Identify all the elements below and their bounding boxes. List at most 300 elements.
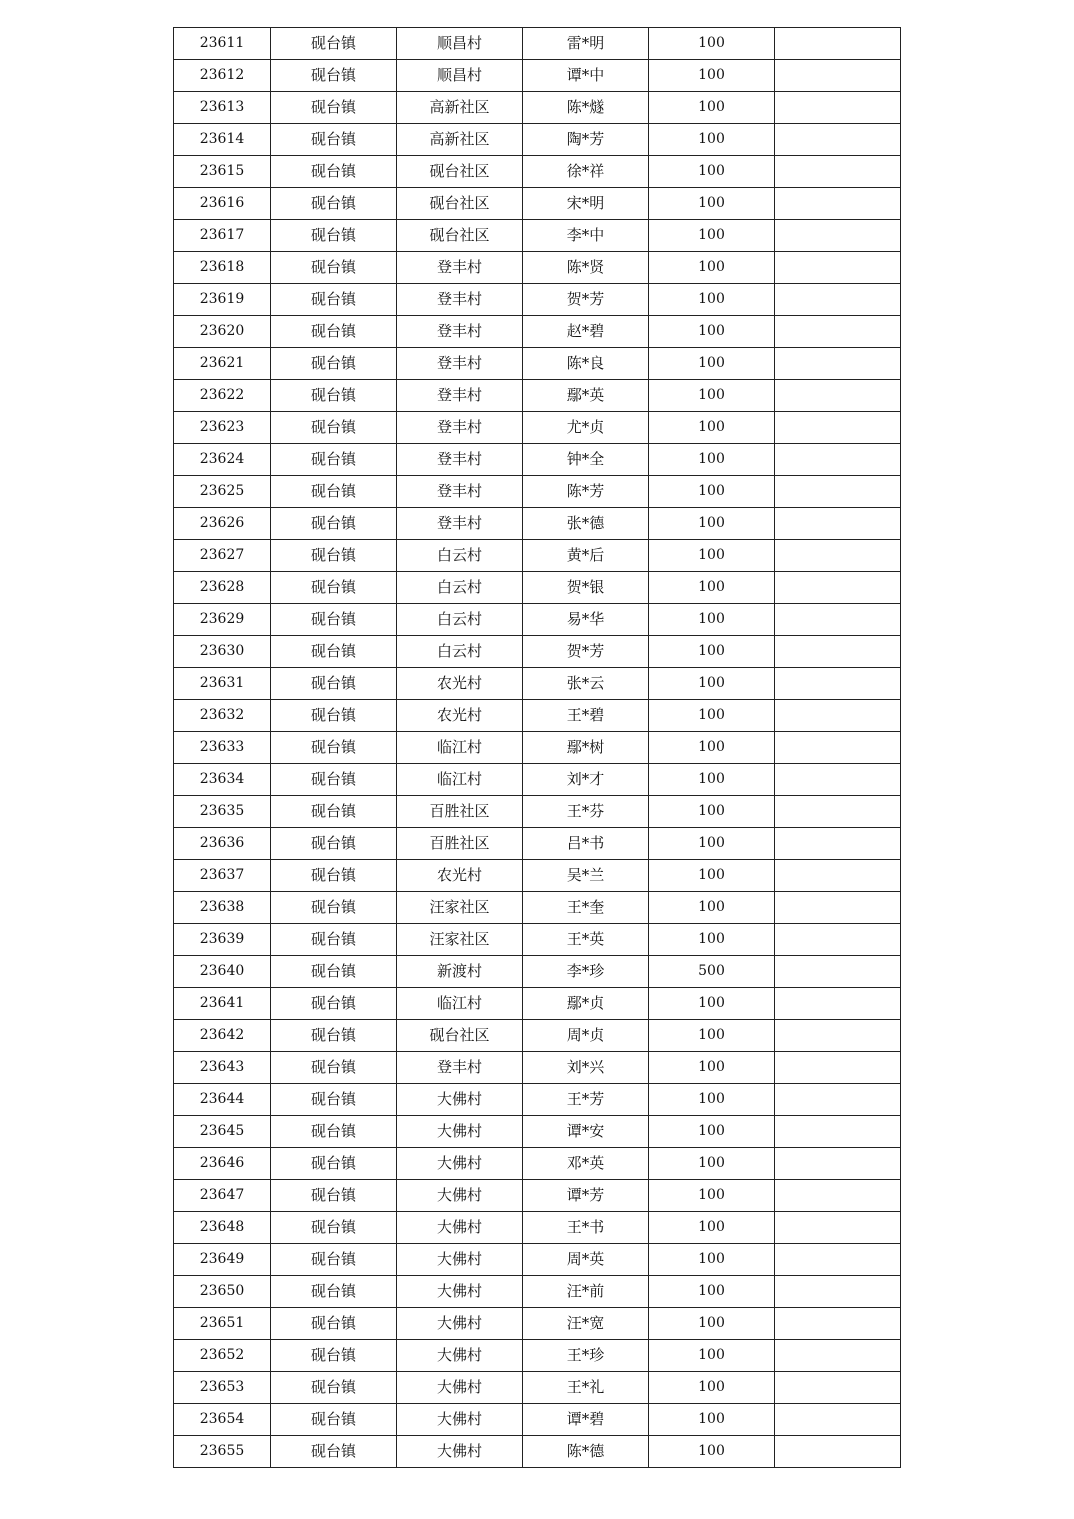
remark-cell [775, 188, 901, 220]
remark-cell [775, 828, 901, 860]
town-cell: 砚台镇 [271, 1340, 397, 1372]
serial-no-cell: 23649 [174, 1244, 271, 1276]
remark-cell [775, 668, 901, 700]
serial-no-cell: 23653 [174, 1372, 271, 1404]
name-cell: 陈*燧 [523, 92, 649, 124]
remark-cell [775, 124, 901, 156]
village-cell: 登丰村 [397, 412, 523, 444]
remark-cell [775, 956, 901, 988]
remark-cell [775, 412, 901, 444]
table-row [174, 348, 901, 380]
serial-no-cell: 23612 [174, 60, 271, 92]
name-cell: 王*芬 [523, 796, 649, 828]
name-cell: 张*云 [523, 668, 649, 700]
table-row [174, 380, 901, 412]
remark-cell [775, 508, 901, 540]
serial-no-cell: 23634 [174, 764, 271, 796]
town-cell: 砚台镇 [271, 1404, 397, 1436]
serial-no-cell: 23616 [174, 188, 271, 220]
table-row [174, 1084, 901, 1116]
serial-no-cell: 23637 [174, 860, 271, 892]
serial-no-cell: 23611 [174, 28, 271, 60]
remark-cell [775, 988, 901, 1020]
name-cell: 周*贞 [523, 1020, 649, 1052]
name-cell: 贺*芳 [523, 636, 649, 668]
amount-cell: 100 [649, 988, 775, 1020]
town-cell: 砚台镇 [271, 1148, 397, 1180]
village-cell: 百胜社区 [397, 796, 523, 828]
village-cell: 汪家社区 [397, 892, 523, 924]
name-cell: 鄢*树 [523, 732, 649, 764]
village-cell: 顺昌村 [397, 60, 523, 92]
town-cell: 砚台镇 [271, 892, 397, 924]
name-cell: 易*华 [523, 604, 649, 636]
serial-no-cell: 23629 [174, 604, 271, 636]
remark-cell [775, 1148, 901, 1180]
village-cell: 大佛村 [397, 1116, 523, 1148]
village-cell: 高新社区 [397, 124, 523, 156]
town-cell: 砚台镇 [271, 508, 397, 540]
town-cell: 砚台镇 [271, 188, 397, 220]
amount-cell: 100 [649, 28, 775, 60]
town-cell: 砚台镇 [271, 1244, 397, 1276]
amount-cell: 100 [649, 188, 775, 220]
town-cell: 砚台镇 [271, 28, 397, 60]
serial-no-cell: 23641 [174, 988, 271, 1020]
village-cell: 白云村 [397, 572, 523, 604]
remark-cell [775, 860, 901, 892]
serial-no-cell: 23621 [174, 348, 271, 380]
serial-no-cell: 23655 [174, 1436, 271, 1468]
serial-no-cell: 23613 [174, 92, 271, 124]
village-cell: 登丰村 [397, 508, 523, 540]
subsidy-roster-table [173, 27, 901, 1468]
table-row [174, 924, 901, 956]
table-row [174, 1148, 901, 1180]
name-cell: 李*珍 [523, 956, 649, 988]
remark-cell [775, 1084, 901, 1116]
village-cell: 大佛村 [397, 1148, 523, 1180]
village-cell: 大佛村 [397, 1084, 523, 1116]
serial-no-cell: 23625 [174, 476, 271, 508]
town-cell: 砚台镇 [271, 220, 397, 252]
remark-cell [775, 572, 901, 604]
remark-cell [775, 476, 901, 508]
amount-cell: 100 [649, 1372, 775, 1404]
remark-cell [775, 1436, 901, 1468]
amount-cell: 500 [649, 956, 775, 988]
table-row [174, 860, 901, 892]
serial-no-cell: 23618 [174, 252, 271, 284]
village-cell: 登丰村 [397, 284, 523, 316]
serial-no-cell: 23638 [174, 892, 271, 924]
remark-cell [775, 60, 901, 92]
amount-cell: 100 [649, 412, 775, 444]
name-cell: 王*英 [523, 924, 649, 956]
name-cell: 谭*安 [523, 1116, 649, 1148]
town-cell: 砚台镇 [271, 476, 397, 508]
remark-cell [775, 1372, 901, 1404]
serial-no-cell: 23622 [174, 380, 271, 412]
remark-cell [775, 1116, 901, 1148]
table-row [174, 1404, 901, 1436]
name-cell: 王*奎 [523, 892, 649, 924]
serial-no-cell: 23617 [174, 220, 271, 252]
village-cell: 大佛村 [397, 1308, 523, 1340]
name-cell: 雷*明 [523, 28, 649, 60]
name-cell: 陶*芳 [523, 124, 649, 156]
town-cell: 砚台镇 [271, 348, 397, 380]
remark-cell [775, 220, 901, 252]
serial-no-cell: 23647 [174, 1180, 271, 1212]
village-cell: 临江村 [397, 988, 523, 1020]
serial-no-cell: 23650 [174, 1276, 271, 1308]
town-cell: 砚台镇 [271, 988, 397, 1020]
amount-cell: 100 [649, 316, 775, 348]
table-row [174, 668, 901, 700]
serial-no-cell: 23640 [174, 956, 271, 988]
amount-cell: 100 [649, 220, 775, 252]
name-cell: 谭*芳 [523, 1180, 649, 1212]
amount-cell: 100 [649, 1308, 775, 1340]
table-row [174, 124, 901, 156]
remark-cell [775, 380, 901, 412]
name-cell: 尤*贞 [523, 412, 649, 444]
town-cell: 砚台镇 [271, 124, 397, 156]
amount-cell: 100 [649, 1404, 775, 1436]
amount-cell: 100 [649, 892, 775, 924]
amount-cell: 100 [649, 124, 775, 156]
name-cell: 鄢*英 [523, 380, 649, 412]
village-cell: 登丰村 [397, 1052, 523, 1084]
village-cell: 顺昌村 [397, 28, 523, 60]
village-cell: 白云村 [397, 604, 523, 636]
village-cell: 登丰村 [397, 476, 523, 508]
table-row [174, 92, 901, 124]
village-cell: 农光村 [397, 668, 523, 700]
serial-no-cell: 23614 [174, 124, 271, 156]
serial-no-cell: 23615 [174, 156, 271, 188]
village-cell: 登丰村 [397, 380, 523, 412]
serial-no-cell: 23652 [174, 1340, 271, 1372]
town-cell: 砚台镇 [271, 732, 397, 764]
table-row [174, 156, 901, 188]
village-cell: 白云村 [397, 636, 523, 668]
village-cell: 砚台社区 [397, 188, 523, 220]
serial-no-cell: 23636 [174, 828, 271, 860]
village-cell: 高新社区 [397, 92, 523, 124]
town-cell: 砚台镇 [271, 60, 397, 92]
amount-cell: 100 [649, 156, 775, 188]
amount-cell: 100 [649, 1276, 775, 1308]
roster-table-body [174, 28, 901, 1468]
table-row [174, 1180, 901, 1212]
village-cell: 大佛村 [397, 1180, 523, 1212]
town-cell: 砚台镇 [271, 1372, 397, 1404]
village-cell: 大佛村 [397, 1244, 523, 1276]
amount-cell: 100 [649, 1116, 775, 1148]
name-cell: 周*英 [523, 1244, 649, 1276]
serial-no-cell: 23639 [174, 924, 271, 956]
town-cell: 砚台镇 [271, 1276, 397, 1308]
remark-cell [775, 1212, 901, 1244]
name-cell: 王*碧 [523, 700, 649, 732]
table-row [174, 508, 901, 540]
town-cell: 砚台镇 [271, 1308, 397, 1340]
remark-cell [775, 348, 901, 380]
remark-cell [775, 636, 901, 668]
amount-cell: 100 [649, 92, 775, 124]
remark-cell [775, 1180, 901, 1212]
name-cell: 刘*兴 [523, 1052, 649, 1084]
name-cell: 徐*祥 [523, 156, 649, 188]
name-cell: 汪*宽 [523, 1308, 649, 1340]
town-cell: 砚台镇 [271, 764, 397, 796]
amount-cell: 100 [649, 828, 775, 860]
town-cell: 砚台镇 [271, 1212, 397, 1244]
town-cell: 砚台镇 [271, 796, 397, 828]
village-cell: 白云村 [397, 540, 523, 572]
name-cell: 刘*才 [523, 764, 649, 796]
name-cell: 王*书 [523, 1212, 649, 1244]
amount-cell: 100 [649, 508, 775, 540]
remark-cell [775, 1276, 901, 1308]
amount-cell: 100 [649, 1148, 775, 1180]
table-row [174, 764, 901, 796]
village-cell: 大佛村 [397, 1212, 523, 1244]
table-row [174, 252, 901, 284]
name-cell: 王*珍 [523, 1340, 649, 1372]
village-cell: 登丰村 [397, 348, 523, 380]
amount-cell: 100 [649, 444, 775, 476]
table-row [174, 892, 901, 924]
name-cell: 邓*英 [523, 1148, 649, 1180]
table-row [174, 572, 901, 604]
amount-cell: 100 [649, 924, 775, 956]
town-cell: 砚台镇 [271, 604, 397, 636]
amount-cell: 100 [649, 764, 775, 796]
table-row [174, 604, 901, 636]
amount-cell: 100 [649, 476, 775, 508]
remark-cell [775, 700, 901, 732]
amount-cell: 100 [649, 796, 775, 828]
village-cell: 大佛村 [397, 1436, 523, 1468]
town-cell: 砚台镇 [271, 668, 397, 700]
remark-cell [775, 732, 901, 764]
town-cell: 砚台镇 [271, 92, 397, 124]
amount-cell: 100 [649, 60, 775, 92]
table-row [174, 1308, 901, 1340]
village-cell: 大佛村 [397, 1404, 523, 1436]
town-cell: 砚台镇 [271, 380, 397, 412]
table-row [174, 636, 901, 668]
serial-no-cell: 23648 [174, 1212, 271, 1244]
name-cell: 钟*全 [523, 444, 649, 476]
amount-cell: 100 [649, 1180, 775, 1212]
town-cell: 砚台镇 [271, 444, 397, 476]
remark-cell [775, 892, 901, 924]
table-row [174, 444, 901, 476]
name-cell: 汪*前 [523, 1276, 649, 1308]
serial-no-cell: 23627 [174, 540, 271, 572]
remark-cell [775, 444, 901, 476]
amount-cell: 100 [649, 284, 775, 316]
amount-cell: 100 [649, 1020, 775, 1052]
town-cell: 砚台镇 [271, 700, 397, 732]
remark-cell [775, 252, 901, 284]
village-cell: 砚台社区 [397, 156, 523, 188]
town-cell: 砚台镇 [271, 412, 397, 444]
village-cell: 大佛村 [397, 1372, 523, 1404]
town-cell: 砚台镇 [271, 1436, 397, 1468]
serial-no-cell: 23630 [174, 636, 271, 668]
table-row [174, 284, 901, 316]
name-cell: 贺*芳 [523, 284, 649, 316]
town-cell: 砚台镇 [271, 1116, 397, 1148]
name-cell: 吕*书 [523, 828, 649, 860]
serial-no-cell: 23643 [174, 1052, 271, 1084]
table-row [174, 220, 901, 252]
town-cell: 砚台镇 [271, 1180, 397, 1212]
amount-cell: 100 [649, 252, 775, 284]
remark-cell [775, 1052, 901, 1084]
name-cell: 王*芳 [523, 1084, 649, 1116]
table-row [174, 540, 901, 572]
table-row [174, 796, 901, 828]
village-cell: 砚台社区 [397, 220, 523, 252]
village-cell: 汪家社区 [397, 924, 523, 956]
table-row [174, 1340, 901, 1372]
table-row [174, 1212, 901, 1244]
remark-cell [775, 92, 901, 124]
amount-cell: 100 [649, 636, 775, 668]
table-row [174, 1372, 901, 1404]
serial-no-cell: 23626 [174, 508, 271, 540]
town-cell: 砚台镇 [271, 860, 397, 892]
name-cell: 李*中 [523, 220, 649, 252]
name-cell: 吴*兰 [523, 860, 649, 892]
name-cell: 宋*明 [523, 188, 649, 220]
table-row [174, 1276, 901, 1308]
amount-cell: 100 [649, 604, 775, 636]
amount-cell: 100 [649, 572, 775, 604]
town-cell: 砚台镇 [271, 956, 397, 988]
amount-cell: 100 [649, 860, 775, 892]
name-cell: 谭*碧 [523, 1404, 649, 1436]
serial-no-cell: 23620 [174, 316, 271, 348]
table-row [174, 188, 901, 220]
table-row [174, 988, 901, 1020]
village-cell: 新渡村 [397, 956, 523, 988]
table-row [174, 700, 901, 732]
table-row [174, 60, 901, 92]
remark-cell [775, 604, 901, 636]
table-row [174, 1020, 901, 1052]
amount-cell: 100 [649, 348, 775, 380]
town-cell: 砚台镇 [271, 1020, 397, 1052]
amount-cell: 100 [649, 700, 775, 732]
village-cell: 砚台社区 [397, 1020, 523, 1052]
name-cell: 陈*芳 [523, 476, 649, 508]
table-row [174, 732, 901, 764]
serial-no-cell: 23644 [174, 1084, 271, 1116]
remark-cell [775, 540, 901, 572]
amount-cell: 100 [649, 1052, 775, 1084]
table-row [174, 28, 901, 60]
name-cell: 贺*银 [523, 572, 649, 604]
table-row [174, 412, 901, 444]
village-cell: 临江村 [397, 764, 523, 796]
town-cell: 砚台镇 [271, 252, 397, 284]
village-cell: 农光村 [397, 700, 523, 732]
name-cell: 鄢*贞 [523, 988, 649, 1020]
serial-no-cell: 23628 [174, 572, 271, 604]
remark-cell [775, 764, 901, 796]
town-cell: 砚台镇 [271, 572, 397, 604]
serial-no-cell: 23632 [174, 700, 271, 732]
village-cell: 百胜社区 [397, 828, 523, 860]
name-cell: 陈*良 [523, 348, 649, 380]
serial-no-cell: 23623 [174, 412, 271, 444]
amount-cell: 100 [649, 540, 775, 572]
remark-cell [775, 1340, 901, 1372]
table-row [174, 828, 901, 860]
serial-no-cell: 23619 [174, 284, 271, 316]
amount-cell: 100 [649, 1084, 775, 1116]
town-cell: 砚台镇 [271, 284, 397, 316]
serial-no-cell: 23654 [174, 1404, 271, 1436]
serial-no-cell: 23651 [174, 1308, 271, 1340]
serial-no-cell: 23646 [174, 1148, 271, 1180]
serial-no-cell: 23631 [174, 668, 271, 700]
table-row [174, 1436, 901, 1468]
town-cell: 砚台镇 [271, 828, 397, 860]
serial-no-cell: 23624 [174, 444, 271, 476]
remark-cell [775, 1308, 901, 1340]
amount-cell: 100 [649, 380, 775, 412]
town-cell: 砚台镇 [271, 316, 397, 348]
remark-cell [775, 1244, 901, 1276]
serial-no-cell: 23642 [174, 1020, 271, 1052]
village-cell: 登丰村 [397, 316, 523, 348]
amount-cell: 100 [649, 1212, 775, 1244]
remark-cell [775, 156, 901, 188]
amount-cell: 100 [649, 1436, 775, 1468]
town-cell: 砚台镇 [271, 156, 397, 188]
name-cell: 谭*中 [523, 60, 649, 92]
town-cell: 砚台镇 [271, 636, 397, 668]
name-cell: 赵*碧 [523, 316, 649, 348]
remark-cell [775, 924, 901, 956]
town-cell: 砚台镇 [271, 924, 397, 956]
name-cell: 陈*贤 [523, 252, 649, 284]
remark-cell [775, 796, 901, 828]
village-cell: 大佛村 [397, 1340, 523, 1372]
serial-no-cell: 23635 [174, 796, 271, 828]
village-cell: 临江村 [397, 732, 523, 764]
serial-no-cell: 23633 [174, 732, 271, 764]
village-cell: 登丰村 [397, 252, 523, 284]
village-cell: 大佛村 [397, 1276, 523, 1308]
remark-cell [775, 284, 901, 316]
amount-cell: 100 [649, 668, 775, 700]
town-cell: 砚台镇 [271, 540, 397, 572]
amount-cell: 100 [649, 1244, 775, 1276]
remark-cell [775, 1020, 901, 1052]
serial-no-cell: 23645 [174, 1116, 271, 1148]
name-cell: 张*德 [523, 508, 649, 540]
remark-cell [775, 1404, 901, 1436]
